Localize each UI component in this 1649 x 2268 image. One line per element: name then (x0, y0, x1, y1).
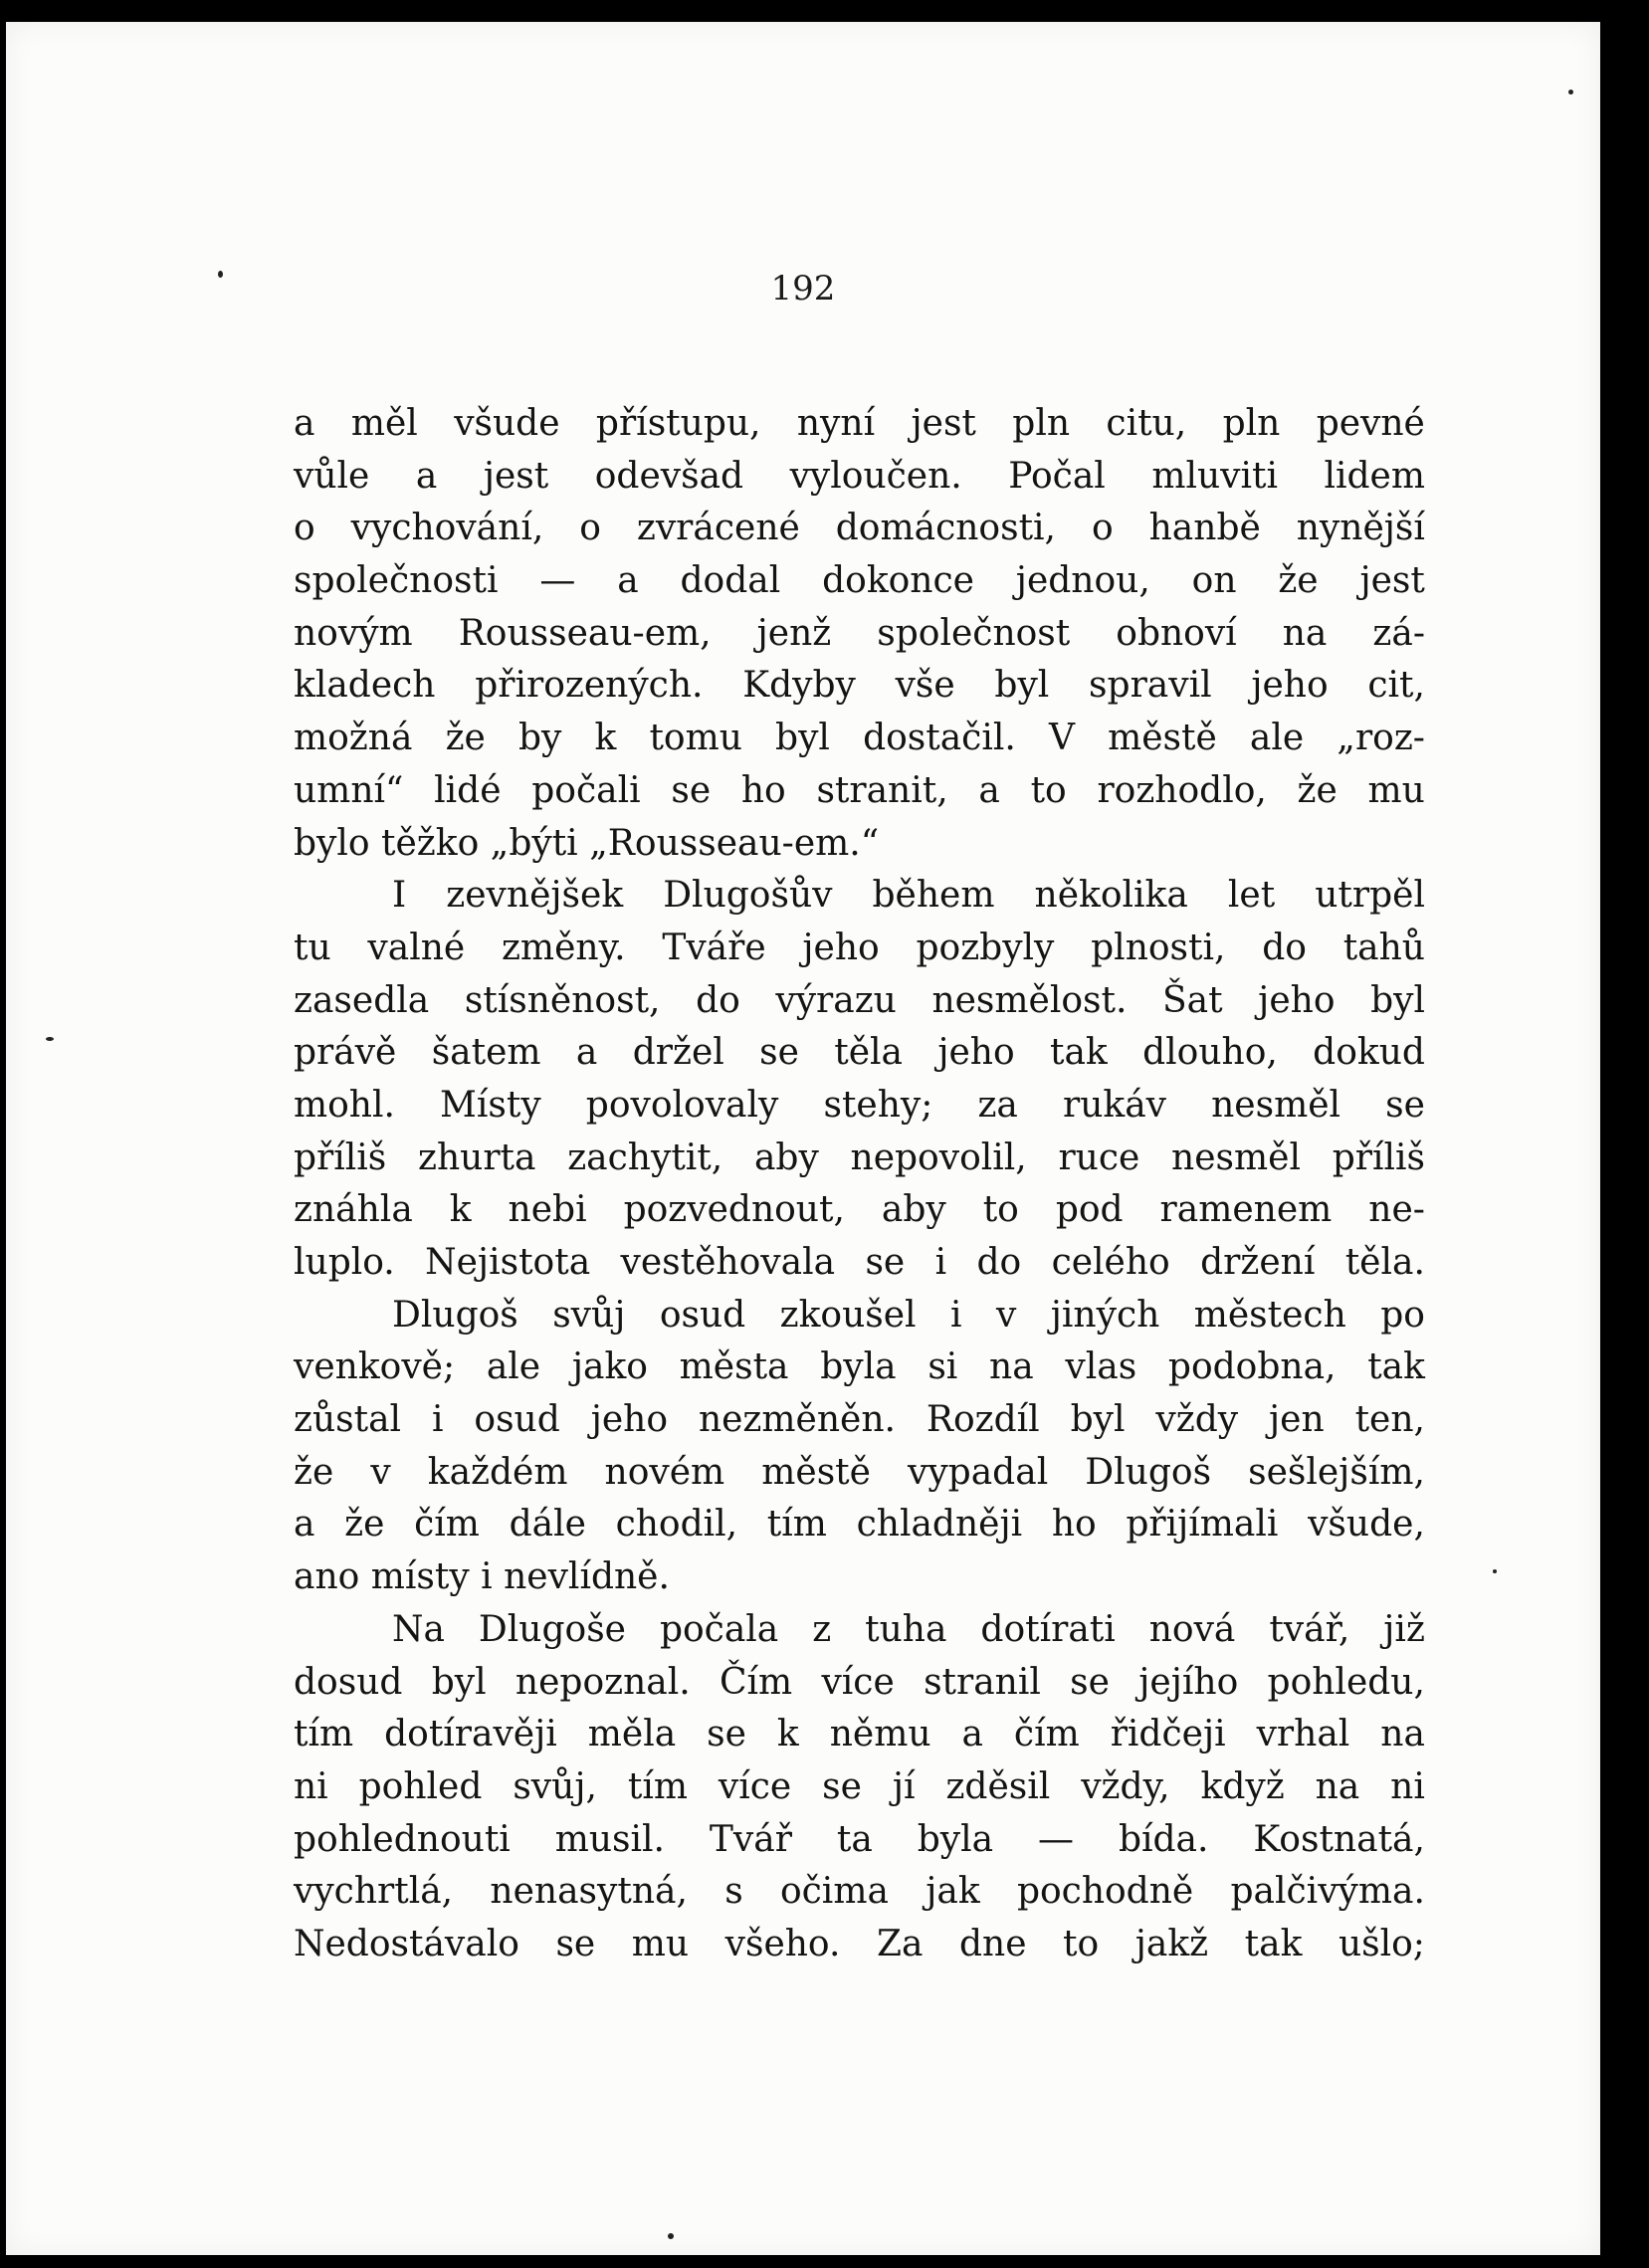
text-line: a že čím dále chodil, tím chladněji ho přijímali všude, (294, 1504, 1425, 1546)
text-line: právě šatem a držel se těla jeho tak dlouho, dokud (294, 1032, 1425, 1074)
text-line: tu valné změny. Tváře jeho pozbyly plnosti, do tahů (294, 927, 1425, 968)
text-line: bylo těžko „býti „Rousseau-em.“ (294, 822, 880, 864)
text-line: pohlednouti musil. Tvář ta byla — bída. Kostnatá, (294, 1818, 1425, 1860)
text-line: že v každém novém městě vypadal Dlugoš sešlejším, (294, 1451, 1425, 1493)
text-line: Na Dlugoše počala z tuha dotírati nová tvář, již (392, 1608, 1425, 1650)
text-line: ni pohled svůj, tím více se jí zděsil vždy, když na ni (294, 1765, 1425, 1807)
text-line: Dlugoš svůj osud zkoušel i v jiných městech po (392, 1294, 1425, 1336)
text-line: zůstal i osud jeho nezměněn. Rozdíl byl vždy jen ten, (294, 1399, 1425, 1441)
text-line: zasedla stísněnost, do výrazu nesmělost. Šat jeho byl (294, 979, 1425, 1021)
text-line: venkově; ale jako města byla si na vlas podobna, tak (294, 1346, 1425, 1388)
text-line: ano místy i nevlídně. (294, 1556, 670, 1598)
text-line: mohl. Místy povolovaly stehy; za rukáv nesměl se (294, 1084, 1425, 1126)
text-line: novým Rousseau-em, jenž společnost obnoví na zá- (294, 612, 1425, 654)
scan-speck (46, 1037, 54, 1041)
body-text (294, 398, 1425, 1971)
text-line: dosud byl nepoznal. Čím více stranil se jejího pohledu, (294, 1661, 1425, 1703)
text-line: umní“ lidé počali se ho stranit, a to rozhodlo, že mu (294, 769, 1425, 811)
text-line: vychrtlá, nenasytná, s očima jak pochodně palčivýma. (294, 1871, 1425, 1913)
text-line: vůle a jest odevšad vyloučen. Počal mluviti lidem (294, 455, 1425, 497)
scan-speck (668, 2233, 674, 2239)
text-line: příliš zhurta zachytit, aby nepovolil, ruce nesměl příliš (294, 1136, 1425, 1178)
text-line: znáhla k nebi pozvednout, aby to pod ramenem ne- (294, 1189, 1425, 1231)
scan-speck (1493, 1569, 1497, 1573)
text-line: o vychování, o zvrácené domácnosti, o hanbě nynější (294, 508, 1425, 549)
text-line: společnosti — a dodal dokonce jednou, on že jest (294, 560, 1425, 602)
scan-speck (1568, 90, 1573, 95)
page-number: 192 (770, 269, 836, 309)
text-line: luplo. Nejistota vestěhovala se i do celého držení těla. (294, 1242, 1425, 1283)
text-line: I zevnějšek Dlugošův během několika let utrpěl (392, 875, 1425, 917)
scan-speck (218, 271, 223, 278)
text-line: tím dotíravěji měla se k němu a čím řidčeji vrhal na (294, 1714, 1425, 1755)
text-line: Nedostávalo se mu všeho. Za dne to jakž tak ušlo; (294, 1923, 1425, 1964)
book-page (6, 22, 1600, 2255)
text-line: a měl všude přístupu, nyní jest pln citu, pln pevné (294, 403, 1425, 444)
text-line: možná že by k tomu byl dostačil. V městě ale „roz- (294, 718, 1425, 759)
text-line: kladech přirozených. Kdyby vše byl spravil jeho cit, (294, 665, 1425, 707)
